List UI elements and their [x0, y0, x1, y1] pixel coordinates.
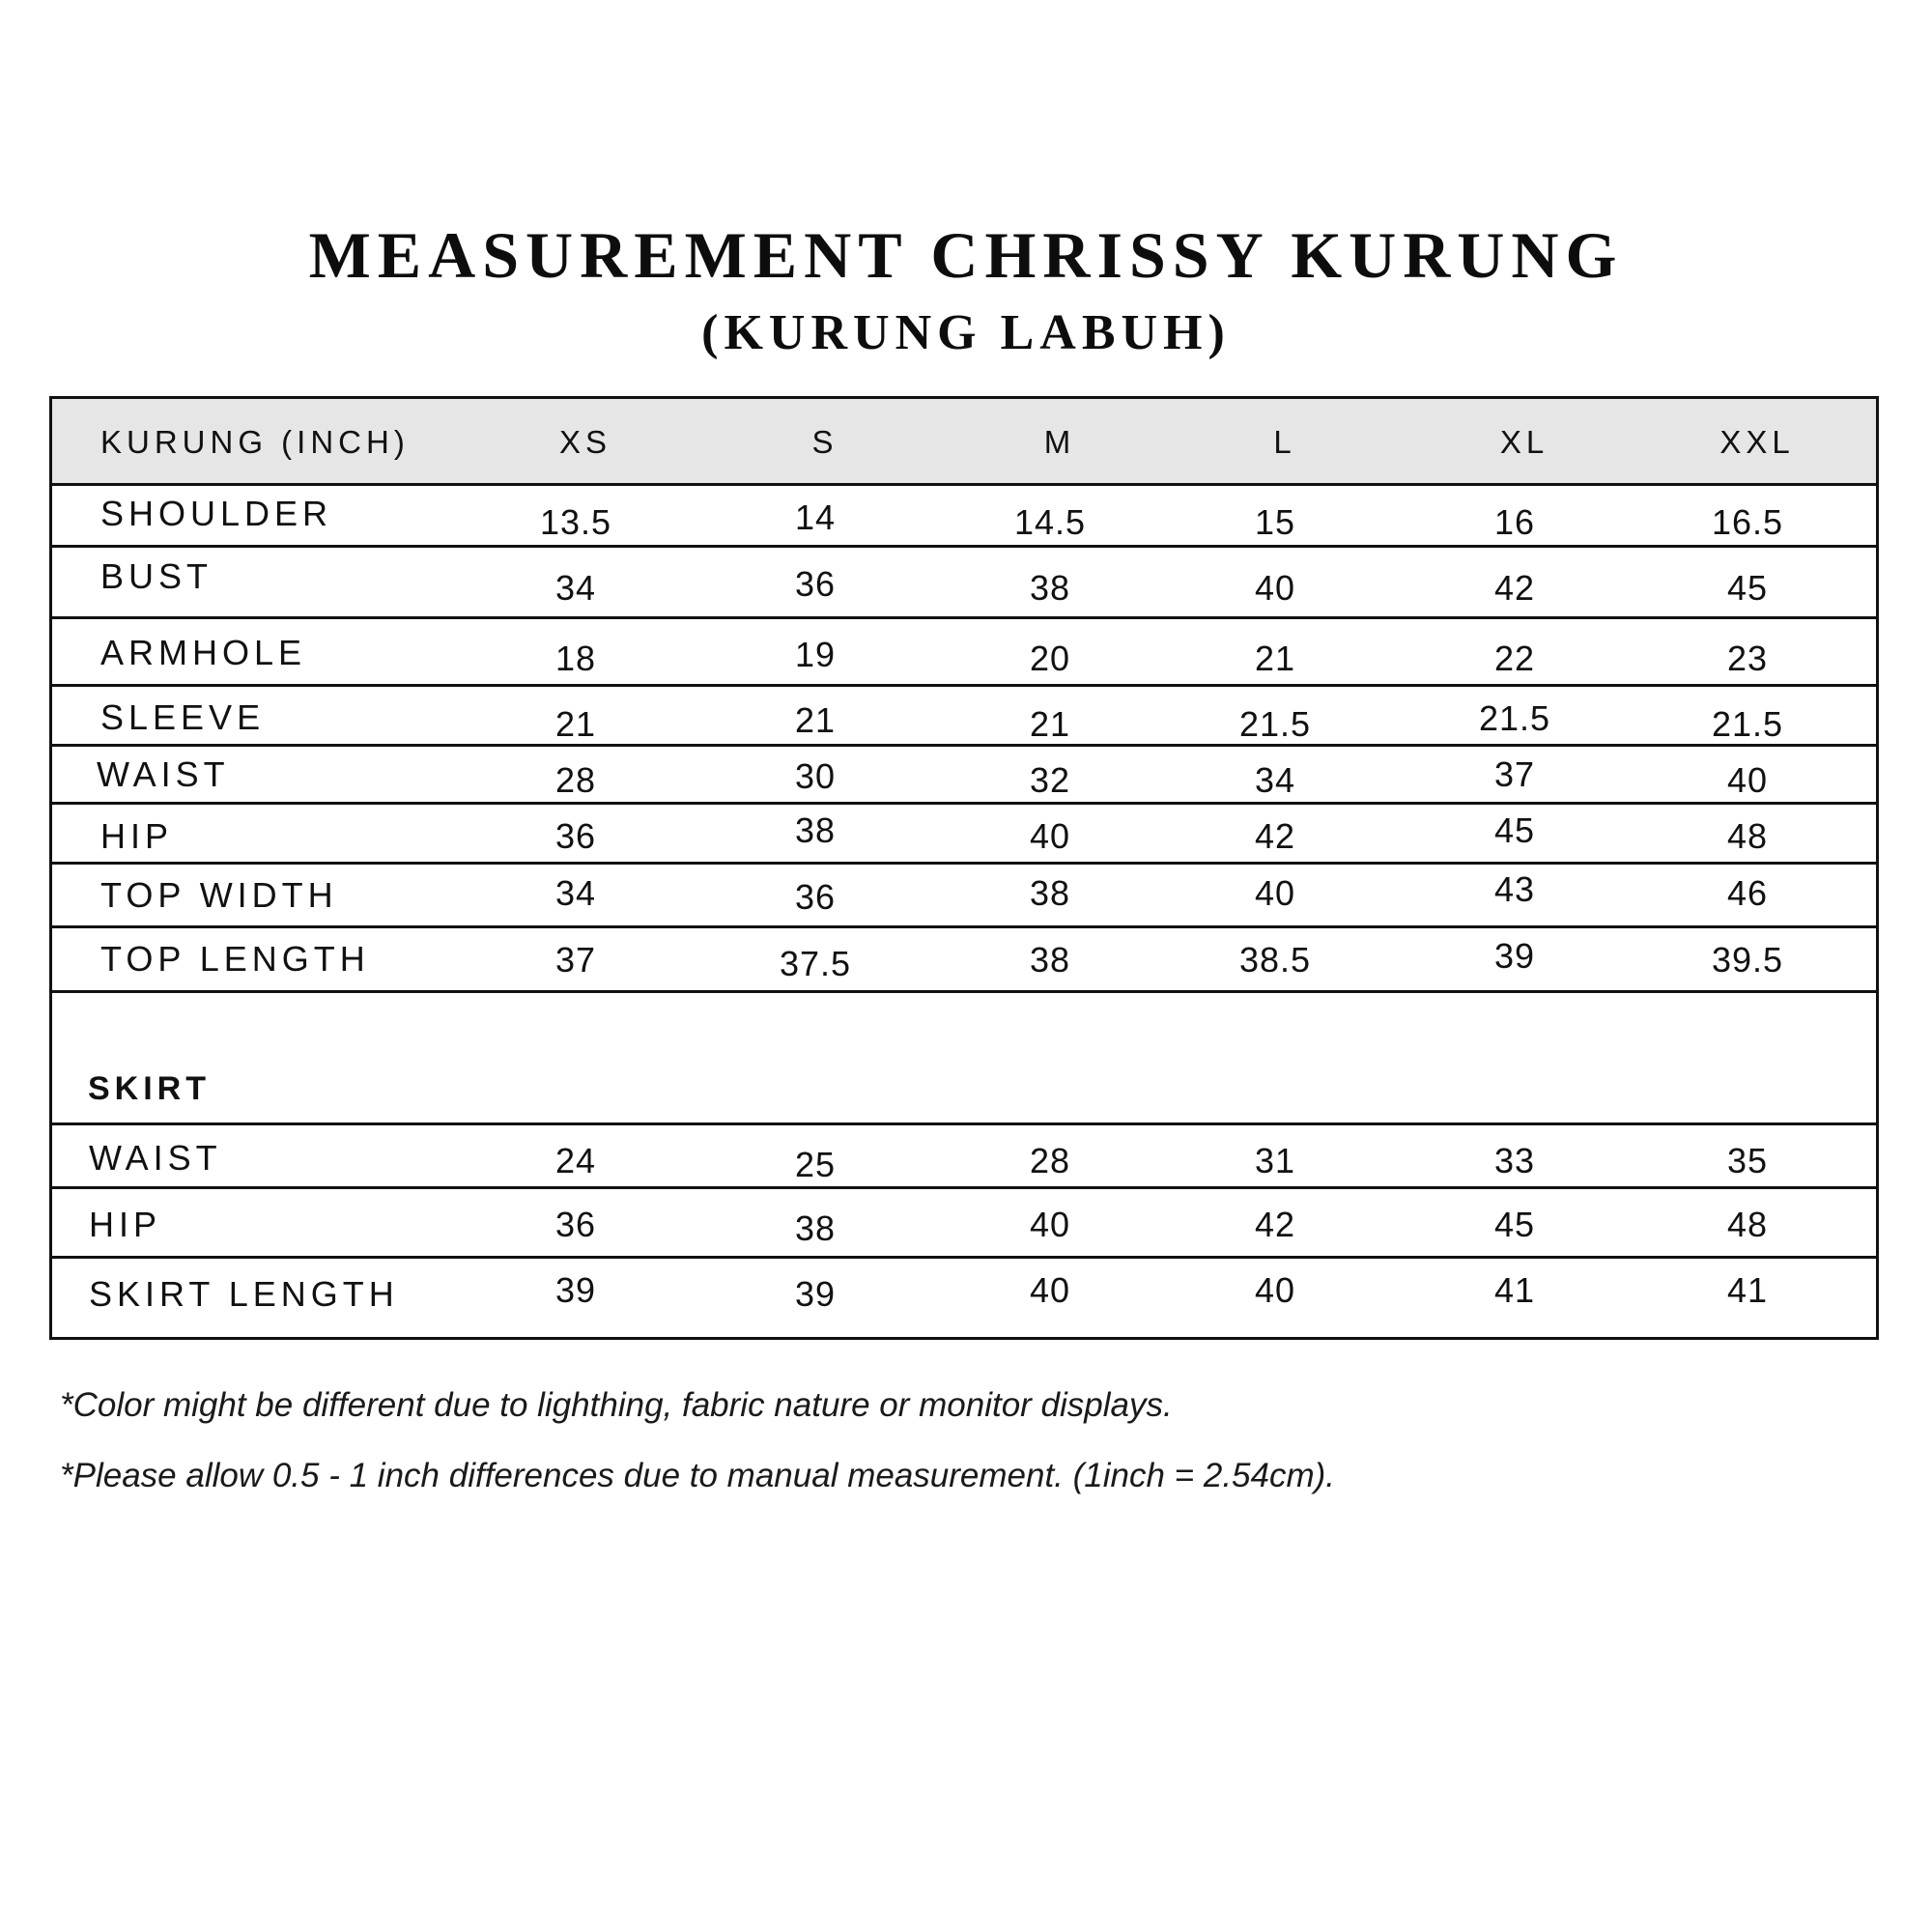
table-cell: 34 — [554, 873, 597, 913]
table-cell: 33 — [1493, 1141, 1536, 1180]
row-label: SKIRT LENGTH — [89, 1274, 399, 1314]
table-cell: 35 — [1726, 1141, 1769, 1180]
table-cell: 36 — [794, 877, 837, 917]
header-label: KURUNG (INCH) — [100, 424, 410, 460]
table-cell: 40 — [1029, 1270, 1071, 1310]
skirt-section-title: SKIRT — [88, 1070, 211, 1107]
table-cell: 46 — [1726, 873, 1769, 913]
table-cell: 21.5 — [1238, 704, 1312, 744]
table-row-armhole — [52, 619, 1876, 687]
size-header-l: L — [1273, 424, 1296, 460]
table-cell: 22 — [1493, 639, 1536, 678]
page-subtitle: (KURUNG LABUH) — [701, 305, 1231, 360]
table-cell: 23 — [1726, 639, 1769, 678]
table-cell: 25 — [794, 1145, 837, 1184]
size-header-s: S — [811, 424, 838, 460]
color-disclaimer-note: *Color might be different due to lighthing, fabric nature or monitor displays. — [60, 1386, 1173, 1424]
table-cell: 28 — [1029, 1141, 1071, 1180]
table-cell: 21 — [794, 700, 837, 740]
row-label: HIP — [89, 1205, 162, 1244]
table-row-sleeve — [52, 687, 1876, 747]
table-cell: 39.5 — [1711, 940, 1784, 980]
table-row-shoulder — [52, 486, 1876, 548]
table-cell: 37.5 — [779, 944, 852, 983]
table-cell: 15 — [1254, 502, 1296, 542]
size-header-xl: XL — [1499, 424, 1549, 460]
table-cell: 28 — [554, 760, 597, 800]
table-cell: 21 — [1029, 704, 1071, 744]
table-cell: 19 — [794, 635, 837, 674]
table-cell: 18 — [554, 639, 597, 678]
table-cell: 37 — [1493, 754, 1536, 794]
table-row-top-width — [52, 865, 1876, 928]
table-cell: 38 — [1029, 873, 1071, 913]
table-cell: 45 — [1726, 568, 1769, 608]
table-cell: 24 — [554, 1141, 597, 1180]
table-cell: 45 — [1493, 810, 1536, 850]
table-row-hip — [52, 805, 1876, 865]
table-cell: 36 — [794, 564, 837, 604]
row-label: SHOULDER — [100, 494, 333, 533]
row-label: TOP LENGTH — [100, 939, 370, 979]
row-label: TOP WIDTH — [100, 875, 338, 915]
table-cell: 38.5 — [1238, 940, 1312, 980]
table-cell: 40 — [1254, 1270, 1296, 1310]
table-row-waist — [52, 747, 1876, 805]
row-label: BUST — [100, 556, 213, 596]
table-row-top-length — [52, 928, 1876, 993]
size-header-m: M — [1043, 424, 1076, 460]
table-cell: 13.5 — [539, 502, 612, 542]
table-cell: 30 — [794, 756, 837, 796]
table-cell: 38 — [794, 810, 837, 850]
table-cell: 40 — [1029, 816, 1071, 856]
table-cell: 36 — [554, 816, 597, 856]
row-label: WAIST — [97, 754, 230, 794]
table-cell: 42 — [1493, 568, 1536, 608]
table-cell: 43 — [1493, 869, 1536, 909]
table-cell: 38 — [794, 1208, 837, 1248]
table-cell: 42 — [1254, 816, 1296, 856]
table-cell: 21 — [554, 704, 597, 744]
table-cell: 39 — [794, 1274, 837, 1314]
table-cell: 40 — [1254, 568, 1296, 608]
measurement-disclaimer-note: *Please allow 0.5 - 1 inch differences due to manual measurement. (1inch = 2.54cm). — [60, 1457, 1336, 1494]
table-row-skirt-hip — [52, 1189, 1876, 1259]
table-cell: 40 — [1254, 873, 1296, 913]
table-cell: 39 — [1493, 936, 1536, 976]
row-label: WAIST — [89, 1138, 222, 1178]
size-chart-table — [49, 396, 1879, 1340]
table-cell: 21.5 — [1478, 698, 1551, 738]
table-cell: 14.5 — [1013, 502, 1087, 542]
table-cell: 41 — [1726, 1270, 1769, 1310]
table-row-bust — [52, 548, 1876, 619]
table-cell: 48 — [1726, 1205, 1769, 1244]
table-cell: 14 — [794, 497, 837, 537]
table-row-skirt-waist — [52, 1125, 1876, 1189]
row-label: SLEEVE — [100, 697, 266, 737]
skirt-section-header — [52, 993, 1876, 1125]
table-cell: 34 — [1254, 760, 1296, 800]
table-cell: 36 — [554, 1205, 597, 1244]
table-cell: 45 — [1493, 1205, 1536, 1244]
table-cell: 40 — [1726, 760, 1769, 800]
table-cell: 21 — [1254, 639, 1296, 678]
table-cell: 38 — [1029, 940, 1071, 980]
table-row-skirt-length — [52, 1259, 1876, 1337]
table-cell: 16 — [1493, 502, 1536, 542]
table-cell: 41 — [1493, 1270, 1536, 1310]
table-cell: 31 — [1254, 1141, 1296, 1180]
row-label: ARMHOLE — [100, 633, 307, 672]
row-label: HIP — [100, 816, 174, 856]
table-cell: 37 — [554, 940, 597, 980]
table-cell: 32 — [1029, 760, 1071, 800]
size-header-xxl: XXL — [1719, 424, 1795, 460]
table-cell: 16.5 — [1711, 502, 1784, 542]
page-title: MEASUREMENT CHRISSY KURUNG — [308, 218, 1624, 292]
table-cell: 34 — [554, 568, 597, 608]
table-cell: 48 — [1726, 816, 1769, 856]
table-cell: 39 — [554, 1270, 597, 1310]
table-cell: 20 — [1029, 639, 1071, 678]
table-cell: 21.5 — [1711, 704, 1784, 744]
size-header-xs: XS — [558, 424, 612, 460]
table-header-row — [52, 399, 1876, 486]
table-cell: 40 — [1029, 1205, 1071, 1244]
table-cell: 38 — [1029, 568, 1071, 608]
table-cell: 42 — [1254, 1205, 1296, 1244]
